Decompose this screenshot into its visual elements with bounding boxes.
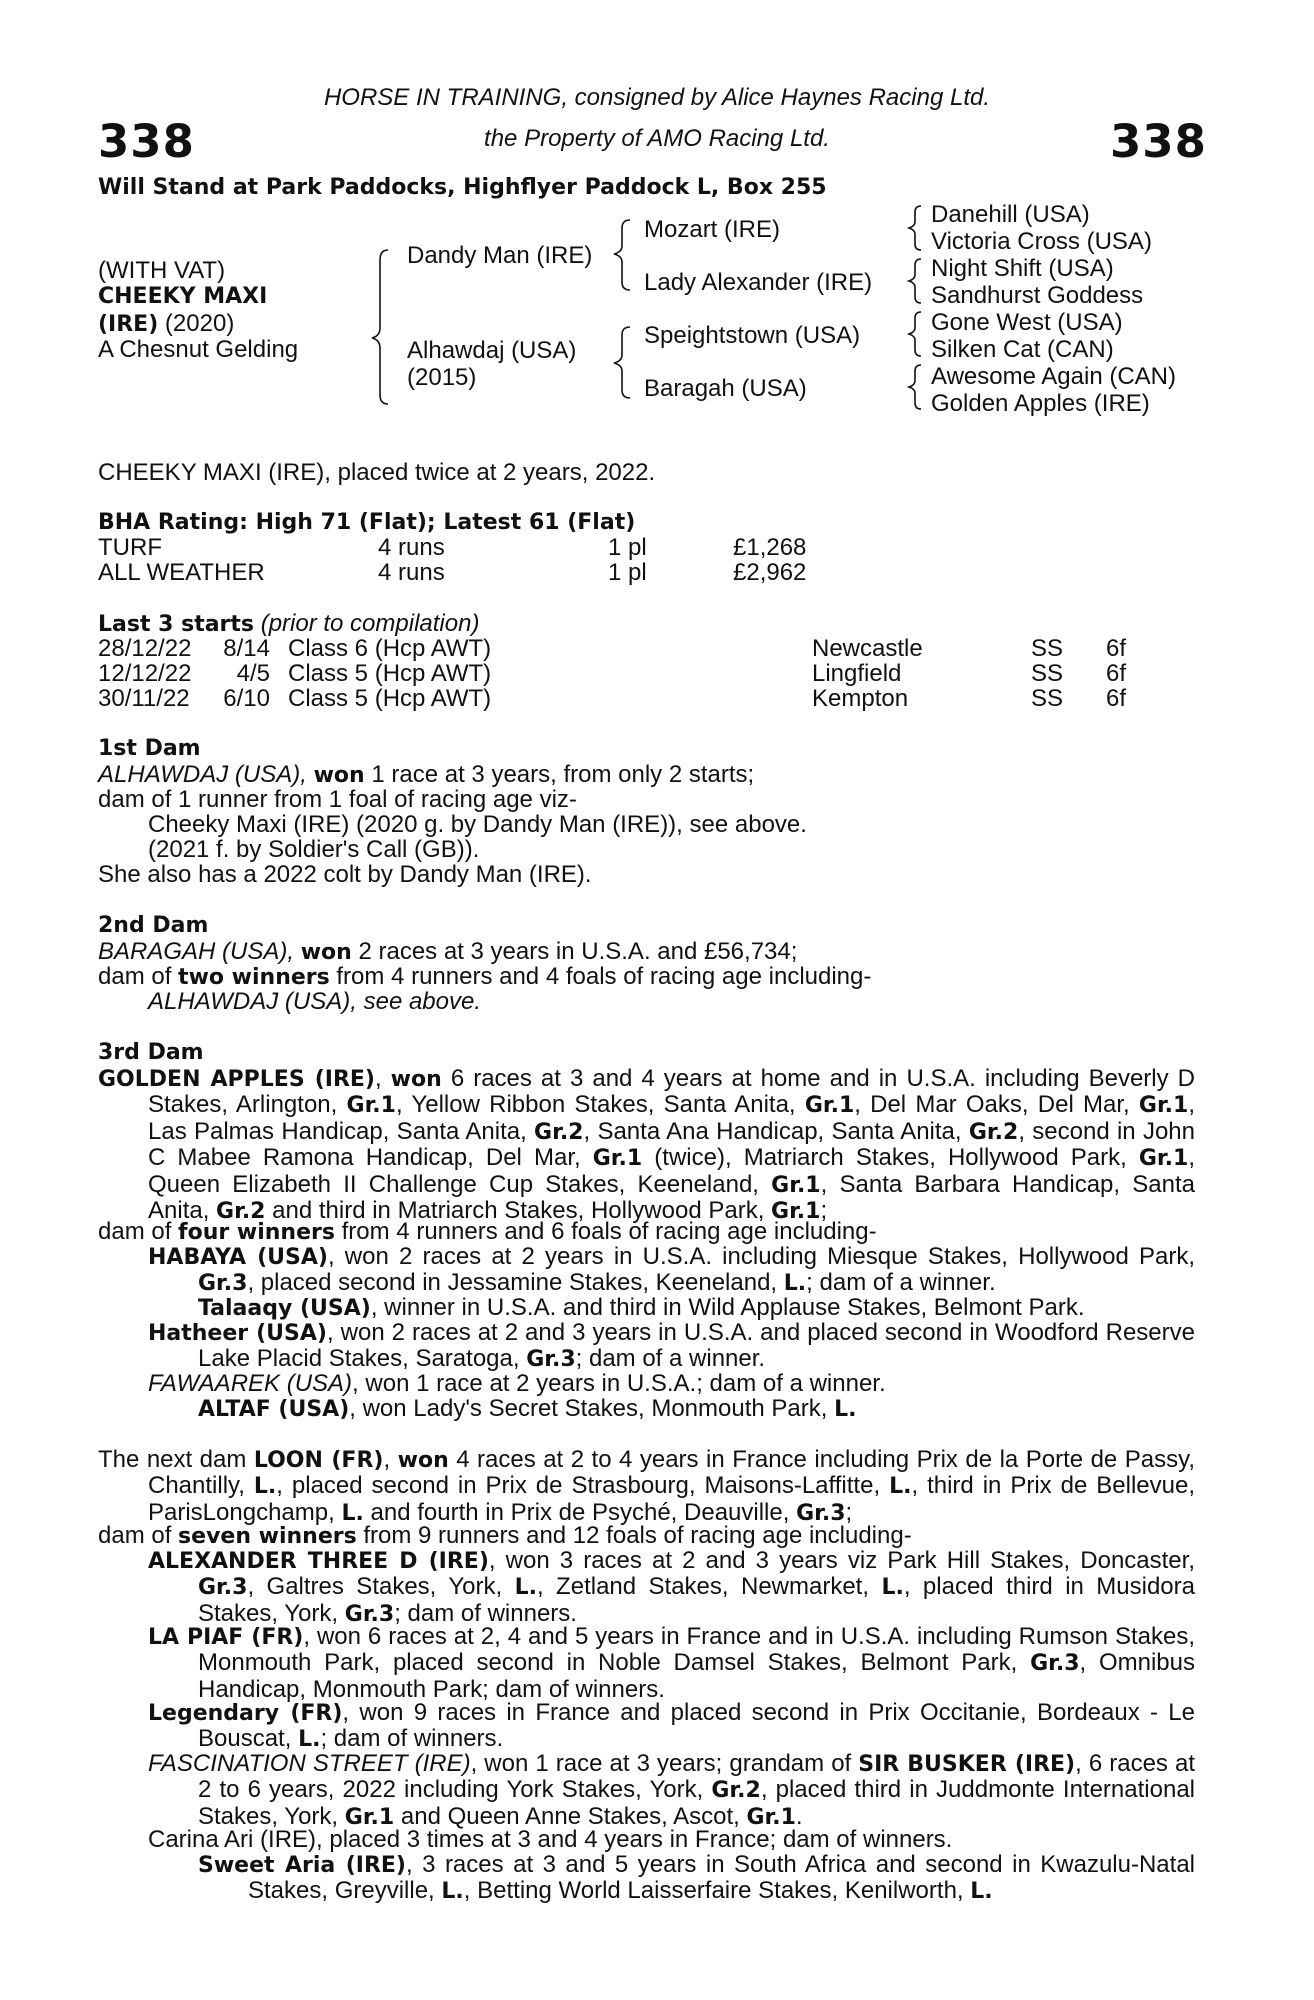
t: , won 2 races at 2 and 3 years in U.S.A. and placed second in Woodford Reserve Lake Placid Stakes, Saratoga,	[198, 1319, 1195, 1373]
produce-name: ALTAF (USA)	[198, 1397, 350, 1422]
t: , Las Palmas Handicap, Santa Anita,	[148, 1091, 1195, 1145]
grandson-name: SIR BUSKER (IRE)	[858, 1752, 1076, 1777]
grade: Gr.3	[198, 1575, 248, 1601]
next-dam-produce-intro	[98, 1523, 912, 1550]
text: dam of	[98, 963, 179, 990]
race-distance: 6f	[1106, 685, 1127, 712]
rating-prize: £2,962	[733, 559, 807, 586]
second-dam-produce-intro	[98, 964, 871, 991]
grade: Gr.3	[198, 1271, 248, 1297]
pedigree-dam-sire: Speightstown (USA)	[644, 322, 861, 349]
grade: Gr.1	[344, 1804, 395, 1830]
lot-number-right: 338	[1110, 115, 1207, 168]
rating-placed: 1 pl	[608, 534, 647, 561]
t: , Galtres Stakes, York,	[247, 1573, 515, 1601]
pedigree-sire: Dandy Man (IRE)	[407, 242, 593, 269]
first-dam-line	[98, 762, 754, 789]
grade: Gr.1	[592, 1146, 643, 1172]
race-going: SS	[1031, 685, 1064, 712]
grade: Gr.1	[1138, 1146, 1189, 1172]
t: , won 1 race at 2 years in U.S.A.; dam of a winner.	[352, 1370, 886, 1397]
pedigree-sds: Night Shift (USA)	[931, 255, 1114, 282]
pedigree-sire-sire: Mozart (IRE)	[644, 216, 781, 243]
produce-name: Legendary (FR)	[148, 1701, 343, 1726]
grade: L.	[253, 1474, 277, 1500]
grade: L.	[298, 1727, 321, 1753]
t: , won Lady's Secret Stakes, Monmouth Park,	[349, 1395, 835, 1422]
pedigree-sire-dam: Lady Alexander (IRE)	[644, 269, 873, 296]
race-course: Kempton	[812, 685, 909, 712]
grade: Gr.2	[216, 1199, 266, 1225]
produce-entry	[148, 1320, 1195, 1373]
grade: L.	[514, 1575, 537, 1601]
race-position: 8/14	[223, 635, 270, 662]
first-dam-produce: (2021 f. by Soldier's Call (GB)).	[148, 836, 480, 863]
produce-entry	[198, 1295, 1085, 1322]
produce-entry: Carina Ari (IRE), placed 3 times at 3 and 4 years in France; dam of winners.	[148, 1826, 953, 1853]
t: , won 3 races at 2 and 3 years viz Park Hill Stakes, Doncaster,	[488, 1547, 1195, 1574]
t: , won 2 races at 2 years in U.S.A. including Miesque Stakes, Hollywood Park,	[327, 1243, 1196, 1270]
race-position: 6/10	[223, 685, 270, 712]
rating-runs: 4 runs	[378, 559, 445, 586]
second-dam-heading: 2nd Dam	[98, 913, 209, 938]
grade: Gr.1	[771, 1172, 821, 1198]
produce-name: ALEXANDER THREE D (IRE)	[148, 1549, 489, 1574]
next-dam-name: LOON (FR)	[253, 1448, 384, 1473]
produce-name: HABAYA (USA)	[148, 1245, 328, 1270]
t: 6 races at 3 and 4 years at home and in U.S.A. including Beverly D Stakes, Arlington,	[148, 1065, 1195, 1119]
horse-country: (IRE)	[98, 312, 159, 337]
last-starts-note: (prior to compilation)	[254, 610, 480, 637]
won-label: won	[313, 763, 365, 788]
t: , won 6 races at 2, 4 and 5 years in France and in U.S.A. including Rumson Stakes, Monmouth Park, placed second in Noble Damsel Stakes, Belmont Park,	[198, 1623, 1195, 1677]
horse-name: CHEEKY MAXI	[98, 284, 268, 309]
first-dam-produce: Cheeky Maxi (IRE) (2020 g. by Dandy Man (IRE)), see above.	[148, 811, 807, 838]
t: , won 9 races in France and placed second in Prix Occitanie, Bordeaux - Le Bouscat,	[198, 1699, 1195, 1753]
t: , placed third in Musidora Stakes, York,	[198, 1573, 1195, 1627]
t: (twice), Matriarch Stakes, Hollywood Park,	[642, 1144, 1139, 1172]
race-date: 30/11/22	[98, 685, 190, 712]
property-line: the Property of AMO Racing Ltd.	[484, 125, 830, 152]
second-dam-record: 2 races at 3 years in U.S.A. and £56,734;	[351, 938, 798, 965]
produce-name: Sweet Aria (IRE)	[198, 1853, 406, 1878]
race-distance: 6f	[1106, 660, 1127, 687]
t: ; dam of winners.	[320, 1725, 504, 1753]
grade: L.	[834, 1397, 857, 1422]
rating-surface: ALL WEATHER	[98, 559, 265, 586]
pedigree-dds: Awesome Again (CAN)	[931, 363, 1176, 390]
race-class: Class 5 (Hcp AWT)	[288, 685, 492, 712]
t: and Queen Anne Stakes, Ascot,	[394, 1802, 747, 1830]
grade: Gr.1	[1138, 1093, 1189, 1119]
text: from 4 runners and 4 foals of racing age including-	[329, 963, 872, 990]
produce-entry	[148, 1371, 886, 1397]
pedigree-ddd: Golden Apples (IRE)	[931, 390, 1150, 417]
third-dam-heading: 3rd Dam	[98, 1040, 204, 1065]
rating-prize: £1,268	[733, 534, 807, 561]
grade: L.	[783, 1271, 807, 1297]
lot-number-left: 338	[98, 115, 195, 168]
t: , placed third in Juddmonte International Stakes, York,	[198, 1776, 1195, 1830]
t: ;	[820, 1197, 828, 1225]
race-distance: 6f	[1106, 635, 1127, 662]
grade: L.	[970, 1879, 993, 1905]
last-starts-title	[98, 611, 479, 638]
t: , Omnibus Handicap, Monmouth Park; dam of winners.	[198, 1649, 1195, 1703]
produce-entry	[198, 1852, 1195, 1905]
t: ; dam of a winner.	[806, 1269, 996, 1297]
produce-name: LA PIAF (FR)	[148, 1625, 304, 1650]
first-dam-name: ALHAWDAJ (USA),	[98, 761, 314, 788]
pedigree-dsd: Silken Cat (CAN)	[931, 336, 1114, 363]
t: 4 races at 2 to 4 years in France including Prix de la Porte de Passy, Chantilly,	[148, 1446, 1195, 1500]
race-class: Class 6 (Hcp AWT)	[288, 635, 492, 662]
grade: L.	[881, 1575, 904, 1601]
produce-entry	[148, 1700, 1195, 1753]
horse-description: A Chesnut Gelding	[98, 336, 299, 363]
t: , Del Mar Oaks, Del Mar,	[854, 1091, 1139, 1119]
t: , Yellow Ribbon Stakes, Santa Anita,	[395, 1091, 805, 1119]
produce-name: Hatheer (USA)	[148, 1321, 327, 1346]
grade: Gr.1	[804, 1093, 855, 1119]
grade: Gr.3	[344, 1601, 395, 1627]
grade: L.	[889, 1474, 912, 1500]
first-dam-record: 1 race at 3 years, from only 2 starts;	[364, 761, 755, 788]
grade: Gr.2	[534, 1119, 584, 1145]
pedigree-dam: Alhawdaj (USA)	[407, 337, 577, 364]
t: , 6 races at 2 to 6 years, 2022 including York Stakes, York,	[198, 1750, 1195, 1804]
first-dam-note: She also has a 2022 colt by Dandy Man (IRE).	[98, 861, 592, 888]
second-dam-produce: ALHAWDAJ (USA), see above.	[148, 988, 482, 1015]
won-label: won	[390, 1067, 442, 1092]
pedigree-sdd: Sandhurst Goddess	[931, 282, 1144, 309]
t: , second in John C Mabee Ramona Handicap, Del Mar,	[148, 1117, 1195, 1172]
t: , Betting World Laisserfaire Stakes, Kenilworth,	[463, 1877, 971, 1905]
produce-name: Talaaqy (USA)	[198, 1296, 371, 1321]
racing-summary: CHEEKY MAXI (IRE), placed twice at 2 years, 2022.	[98, 459, 656, 486]
t: , 3 races at 3 and 5 years in South Africa and second in Kwazulu-Natal Stakes, Greyville,	[248, 1851, 1196, 1905]
next-dam-record	[98, 1447, 1195, 1526]
rating-placed: 1 pl	[608, 559, 647, 586]
t: dam of	[98, 1522, 179, 1549]
grade: Gr.1	[346, 1093, 396, 1119]
winners-count: seven winners	[178, 1524, 357, 1549]
winners-count: two winners	[178, 965, 330, 990]
pedigree-ssd: Victoria Cross (USA)	[931, 228, 1152, 255]
t: , Queen Elizabeth II Challenge Cup Stakes, Keeneland,	[148, 1144, 1195, 1198]
produce-entry	[148, 1751, 1195, 1830]
t: The next dam	[98, 1446, 254, 1473]
produce-entry	[198, 1396, 856, 1423]
grade: Gr.1	[746, 1804, 796, 1830]
bha-rating-title: BHA Rating: High 71 (Flat); Latest 61 (Flat)	[98, 510, 636, 535]
race-date: 12/12/22	[98, 660, 192, 687]
t: , Santa Barbara Handicap, Santa Anita,	[148, 1170, 1195, 1225]
t: from 4 runners and 6 foals of racing age including-	[334, 1218, 877, 1245]
third-dam-name: GOLDEN APPLES (IRE)	[98, 1067, 375, 1092]
vat-note: (WITH VAT)	[98, 257, 226, 284]
t: , won 1 race at 3 years; grandam of	[470, 1750, 859, 1777]
t: from 9 runners and 12 foals of racing age including-	[356, 1522, 912, 1549]
grade: L.	[441, 1879, 464, 1905]
race-going: SS	[1031, 660, 1064, 687]
produce-name: FAWAAREK (USA)	[148, 1370, 353, 1397]
consignor-line: HORSE IN TRAINING, consigned by Alice Haynes Racing Ltd.	[323, 84, 991, 111]
produce-entry	[148, 1624, 1195, 1702]
t: and third in Matriarch Stakes, Hollywood Park,	[265, 1197, 772, 1225]
grade: Gr.1	[771, 1199, 821, 1225]
produce-entry	[148, 1548, 1195, 1627]
won-label: won	[300, 940, 352, 965]
second-dam-line	[98, 939, 797, 966]
last-starts-label: Last 3 starts	[98, 612, 255, 637]
t: ; dam of winners.	[394, 1599, 577, 1627]
grade: Gr.3	[1030, 1651, 1080, 1677]
t: , placed second in Jessamine Stakes, Keeneland,	[247, 1269, 784, 1297]
t: , winner in U.S.A. and third in Wild Applause Stakes, Belmont Park.	[370, 1294, 1085, 1321]
first-dam-produce-intro: dam of 1 runner from 1 foal of racing age viz-	[98, 786, 577, 813]
race-date: 28/12/22	[98, 635, 192, 662]
t: ;	[845, 1498, 853, 1526]
t: , Zetland Stakes, Newmarket,	[536, 1573, 882, 1601]
race-going: SS	[1031, 635, 1064, 662]
rating-runs: 4 runs	[378, 534, 445, 561]
grade: Gr.2	[968, 1119, 1019, 1145]
produce-name: FASCINATION STREET (IRE)	[148, 1750, 471, 1777]
t: , third in Prix de Bellevue, ParisLongchamp,	[148, 1472, 1195, 1526]
first-dam-heading: 1st Dam	[98, 736, 201, 761]
grade: L.	[341, 1500, 364, 1526]
pedigree-dam-year: (2015)	[407, 364, 477, 391]
race-course: Lingfield	[812, 660, 902, 687]
pedigree-dss: Gone West (USA)	[931, 309, 1123, 336]
t: and fourth in Prix de Psyché, Deauville,	[363, 1498, 797, 1526]
race-course: Newcastle	[812, 635, 923, 662]
pedigree-sss: Danehill (USA)	[931, 201, 1090, 228]
stand-location: Will Stand at Park Paddocks, Highflyer Paddock L, Box 255	[98, 175, 827, 200]
t: , Santa Ana Handicap, Santa Anita,	[583, 1117, 969, 1145]
rating-surface: TURF	[98, 534, 162, 561]
race-position: 4/5	[236, 660, 270, 687]
third-dam-record	[98, 1066, 1195, 1224]
t: , placed second in Prix de Strasbourg, Maisons-Laffitte,	[276, 1472, 890, 1500]
third-dam-produce-intro	[98, 1219, 877, 1246]
t: ,	[383, 1446, 398, 1473]
grade: Gr.3	[526, 1347, 576, 1373]
grade: Gr.3	[796, 1500, 846, 1526]
pedigree-dam-dam: Baragah (USA)	[644, 375, 807, 402]
won-label: won	[397, 1448, 449, 1473]
second-dam-name: BARAGAH (USA),	[98, 938, 301, 965]
t: .	[795, 1802, 803, 1830]
race-class: Class 5 (Hcp AWT)	[288, 660, 492, 687]
grade: Gr.2	[711, 1778, 761, 1804]
t: ,	[374, 1065, 391, 1092]
produce-entry	[148, 1244, 1195, 1297]
winners-count: four winners	[178, 1220, 335, 1245]
horse-year: (2020)	[158, 310, 235, 337]
t: dam of	[98, 1218, 179, 1245]
t: ; dam of a winner.	[575, 1345, 766, 1373]
